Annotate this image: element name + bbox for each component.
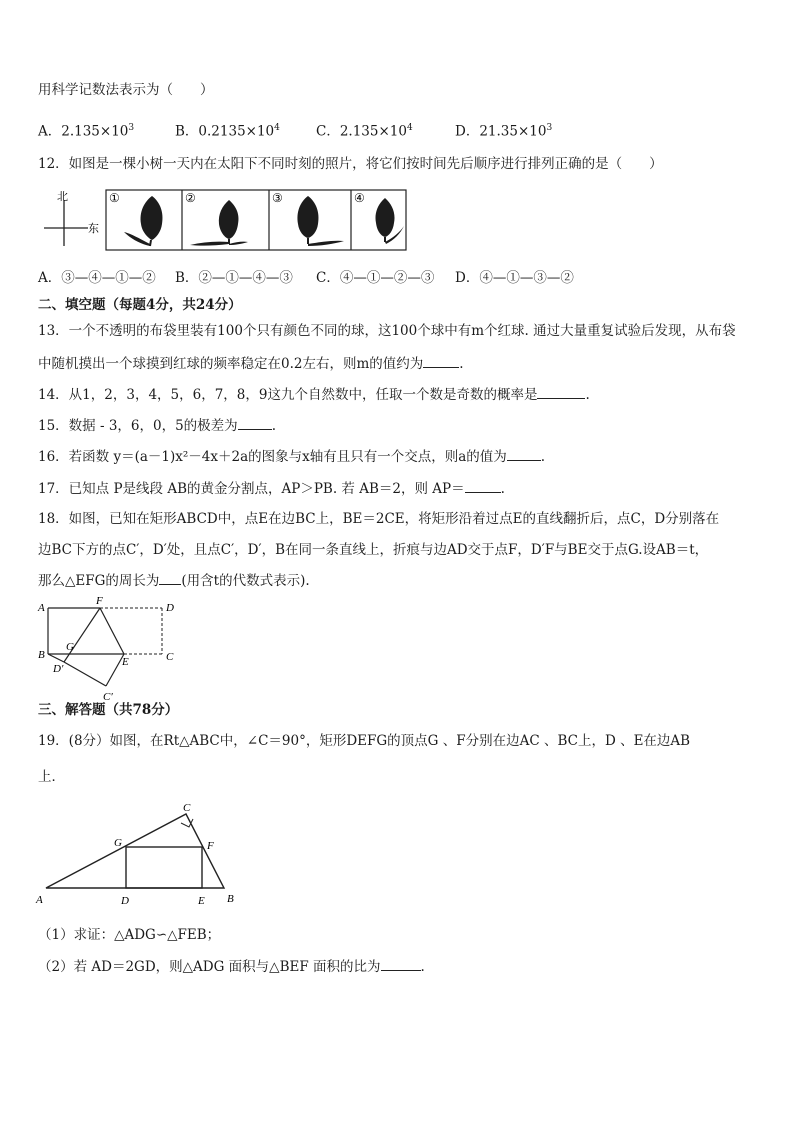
compass-icon: [44, 190, 99, 246]
label-G: G: [114, 837, 122, 849]
q15-answer-blank: [238, 415, 272, 430]
label-D: D: [121, 895, 129, 907]
label-A: A: [36, 894, 43, 906]
q16: 16．若函数 y＝(a－1)x²－4x＋2a的图象与x轴有且只有一个交点，则a的值为 .: [38, 446, 545, 467]
label-E: E: [122, 656, 129, 668]
q17: 17．已知点 P是线段 AB的黄金分割点，AP＞PB. 若 AB＝2，则 AP＝ .: [38, 478, 505, 499]
q11-option-b: B．$0.2135\times 10^4$: [175, 123, 280, 140]
segment-B-D-prime: [48, 654, 64, 662]
section3-title: 三、解答题（共78分）: [38, 702, 179, 718]
q17-answer-blank: [465, 478, 501, 493]
q12-figure: [38, 186, 408, 252]
tree-4-icon: [375, 198, 404, 244]
q12-options: [38, 268, 574, 288]
q12-option-c: C．④—①—②—③: [316, 270, 435, 286]
label-D: D: [166, 602, 174, 614]
q19-sub1: （1）求证：△ADG∽△FEB；: [38, 927, 221, 943]
q19-figure: [34, 800, 244, 912]
label-A: A: [38, 602, 45, 614]
q13-answer-blank: [423, 353, 459, 368]
label-C: C: [166, 651, 174, 663]
q19-line2: 上．: [38, 769, 65, 785]
q12-stem: 12．如图是一棵小树一天内在太阳下不同时刻的照片，将它们按时间先后顺序进行排列正确的是（ ）: [38, 156, 663, 172]
panel-4-label: ④: [354, 191, 365, 205]
panel-3-label: ③: [272, 191, 283, 205]
label-F: F: [207, 840, 214, 852]
q18-answer-blank: [159, 570, 181, 585]
q13-line2: 中随机摸出一个球摸到红球的频率稳定在0.2左右，则m的值约为 .: [38, 353, 464, 374]
tree-1-icon: [124, 196, 163, 246]
q18-figure: [34, 594, 184, 704]
label-B: B: [227, 893, 234, 905]
q14: 14．从1，2，3，4，5，6，7，8，9这九个自然数中，任取一个数是奇数的概率是 .: [38, 384, 590, 405]
q13-line1: 13．一个不透明的布袋里装有100个只有颜色不同的球，这100个球中有m个红球. 通过大量重复试验后发现，从布袋: [38, 323, 736, 339]
q18-line2: 边BC下方的点C′，D′处，且点C′，D′，B在同一条直线上，折痕与边AD交于点F，D′F与BE交于点G.设AB＝t，: [38, 542, 709, 558]
q19-sub2: （2）若 AD＝2GD，则△ADG 面积与△BEF 面积的比为 .: [38, 956, 425, 977]
q12-option-d: D．④—①—③—②: [455, 270, 574, 286]
panel-2-label: ②: [185, 191, 196, 205]
label-B: B: [38, 649, 45, 661]
q16-answer-blank: [507, 446, 541, 461]
label-F: F: [96, 595, 103, 607]
compass-north-label: 北: [57, 191, 68, 203]
panel-1-label: ①: [109, 191, 120, 205]
q12-option-b: B．②—①—④—③: [175, 270, 293, 286]
q11-option-a: A．$2.135\times 10^3$: [38, 123, 135, 140]
q19-line1: 19．(8分）如图，在Rt△ABC中，∠C＝90°，矩形DEFG的顶点G 、F分别在边AC 、BC上，D 、E在边AB: [38, 733, 691, 749]
tree-2-icon: [190, 200, 248, 246]
right-angle-mark: [181, 819, 193, 827]
label-D-prime: D′: [53, 663, 64, 675]
q12-option-a: A．③—④—①—②: [38, 270, 156, 286]
q11-options: [38, 118, 552, 142]
compass-east-label: 东: [88, 223, 99, 235]
q15: 15．数据 - 3，6，0，5的极差为 .: [38, 415, 276, 436]
section2-title: 二、填空题（每题4分，共24分）: [38, 297, 242, 313]
triangle-ABC: [46, 814, 224, 888]
label-E: E: [198, 895, 205, 907]
segment-D-prime-C-prime: [64, 662, 106, 686]
q19-answer-blank: [381, 956, 421, 971]
label-C: C: [183, 802, 191, 814]
q18-line1: 18．如图，已知在矩形ABCD中，点E在边BC上，BE＝2CE，将矩形沿着过点E的直线翻折后，点C，D分别落在: [38, 511, 720, 527]
q11-option-c: C．$2.135\times 10^4$: [316, 123, 413, 140]
q18-line3: 那么△EFG的周长为 (用含t的代数式表示).: [38, 570, 310, 591]
tree-3-icon: [297, 196, 344, 246]
q11-stem: 用科学记数法表示为（ ）: [38, 82, 214, 98]
rectangle-DEFG: [126, 847, 202, 888]
fold-line-FE: [100, 608, 124, 654]
label-G: G: [66, 641, 74, 653]
q14-answer-blank: [537, 384, 585, 399]
label-C-prime: C′: [103, 691, 113, 703]
q11-option-d: D．$21.35\times 10^3$: [455, 123, 553, 140]
